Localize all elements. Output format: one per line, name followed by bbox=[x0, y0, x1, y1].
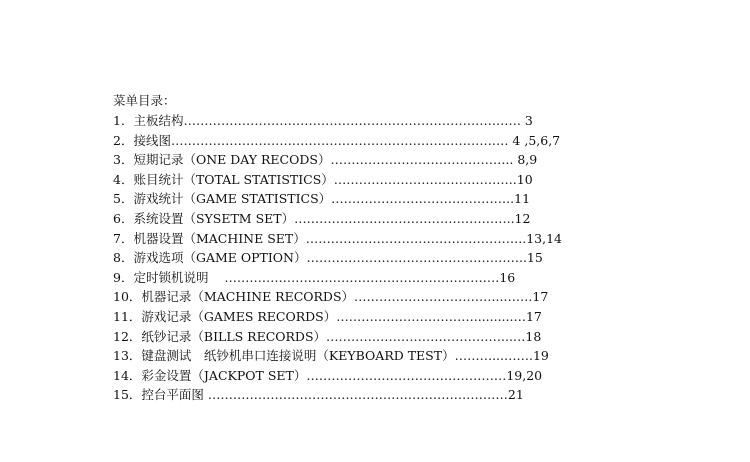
toc-entry-10: 10．机器记录（MACHINE RECORDS）……………………………...…….17 bbox=[113, 289, 549, 305]
toc-entry-6: 6．系统设置（SYSETM SET）……………………………………………..12 bbox=[113, 210, 531, 226]
toc-entry-4: 4．账目统计（TOTAL STATISTICS）……………………………………..10 bbox=[113, 171, 533, 187]
toc-entry-2: 2．接线图……………………………………………………………………… 4 ,5,6,7 bbox=[113, 132, 561, 148]
toc-entry-8: 8．游戏选项（GAME OPTION）……………………………………………..15 bbox=[113, 250, 543, 266]
toc-title: 菜单目录： bbox=[113, 93, 176, 108]
toc-entry-5: 5．游戏统计（GAME STATISTICS）……………………………………..11 bbox=[113, 191, 531, 207]
toc-entry-1: 1．主板结构……………………………………………………………………… 3 bbox=[113, 113, 533, 128]
toc-entry-7: 7．机器设置（MACHINE SET）……………………………………………..13,14 bbox=[113, 230, 562, 246]
toc-entry-9: 9．定时锁机说明 …………………………………………………………16 bbox=[113, 269, 516, 285]
toc-entry-14: 14．彩金设置（JACKPOT SET）…………………………………………19,20 bbox=[113, 367, 543, 383]
toc-entry-12: 12．纸钞记录（BILLS RECORDS）……………………………………...…18 bbox=[113, 328, 542, 344]
toc-entry-3: 3．短期记录（ONE DAY RECODS）…………………………………….. 8,9 bbox=[113, 152, 538, 168]
toc-entry-13: 13．键盘测试 纸钞机串口连接说明（KEYBOARD TEST）………...…….19 bbox=[113, 348, 549, 364]
toc-entry-11: 11．游戏记录（GAMES RECORDS）……………………………..........…17 bbox=[113, 308, 542, 324]
toc-list bbox=[113, 111, 673, 405]
table-of-contents bbox=[113, 92, 673, 405]
toc-entry-15: 15．控台平面图 ………………………………………………………………21 bbox=[113, 387, 524, 403]
